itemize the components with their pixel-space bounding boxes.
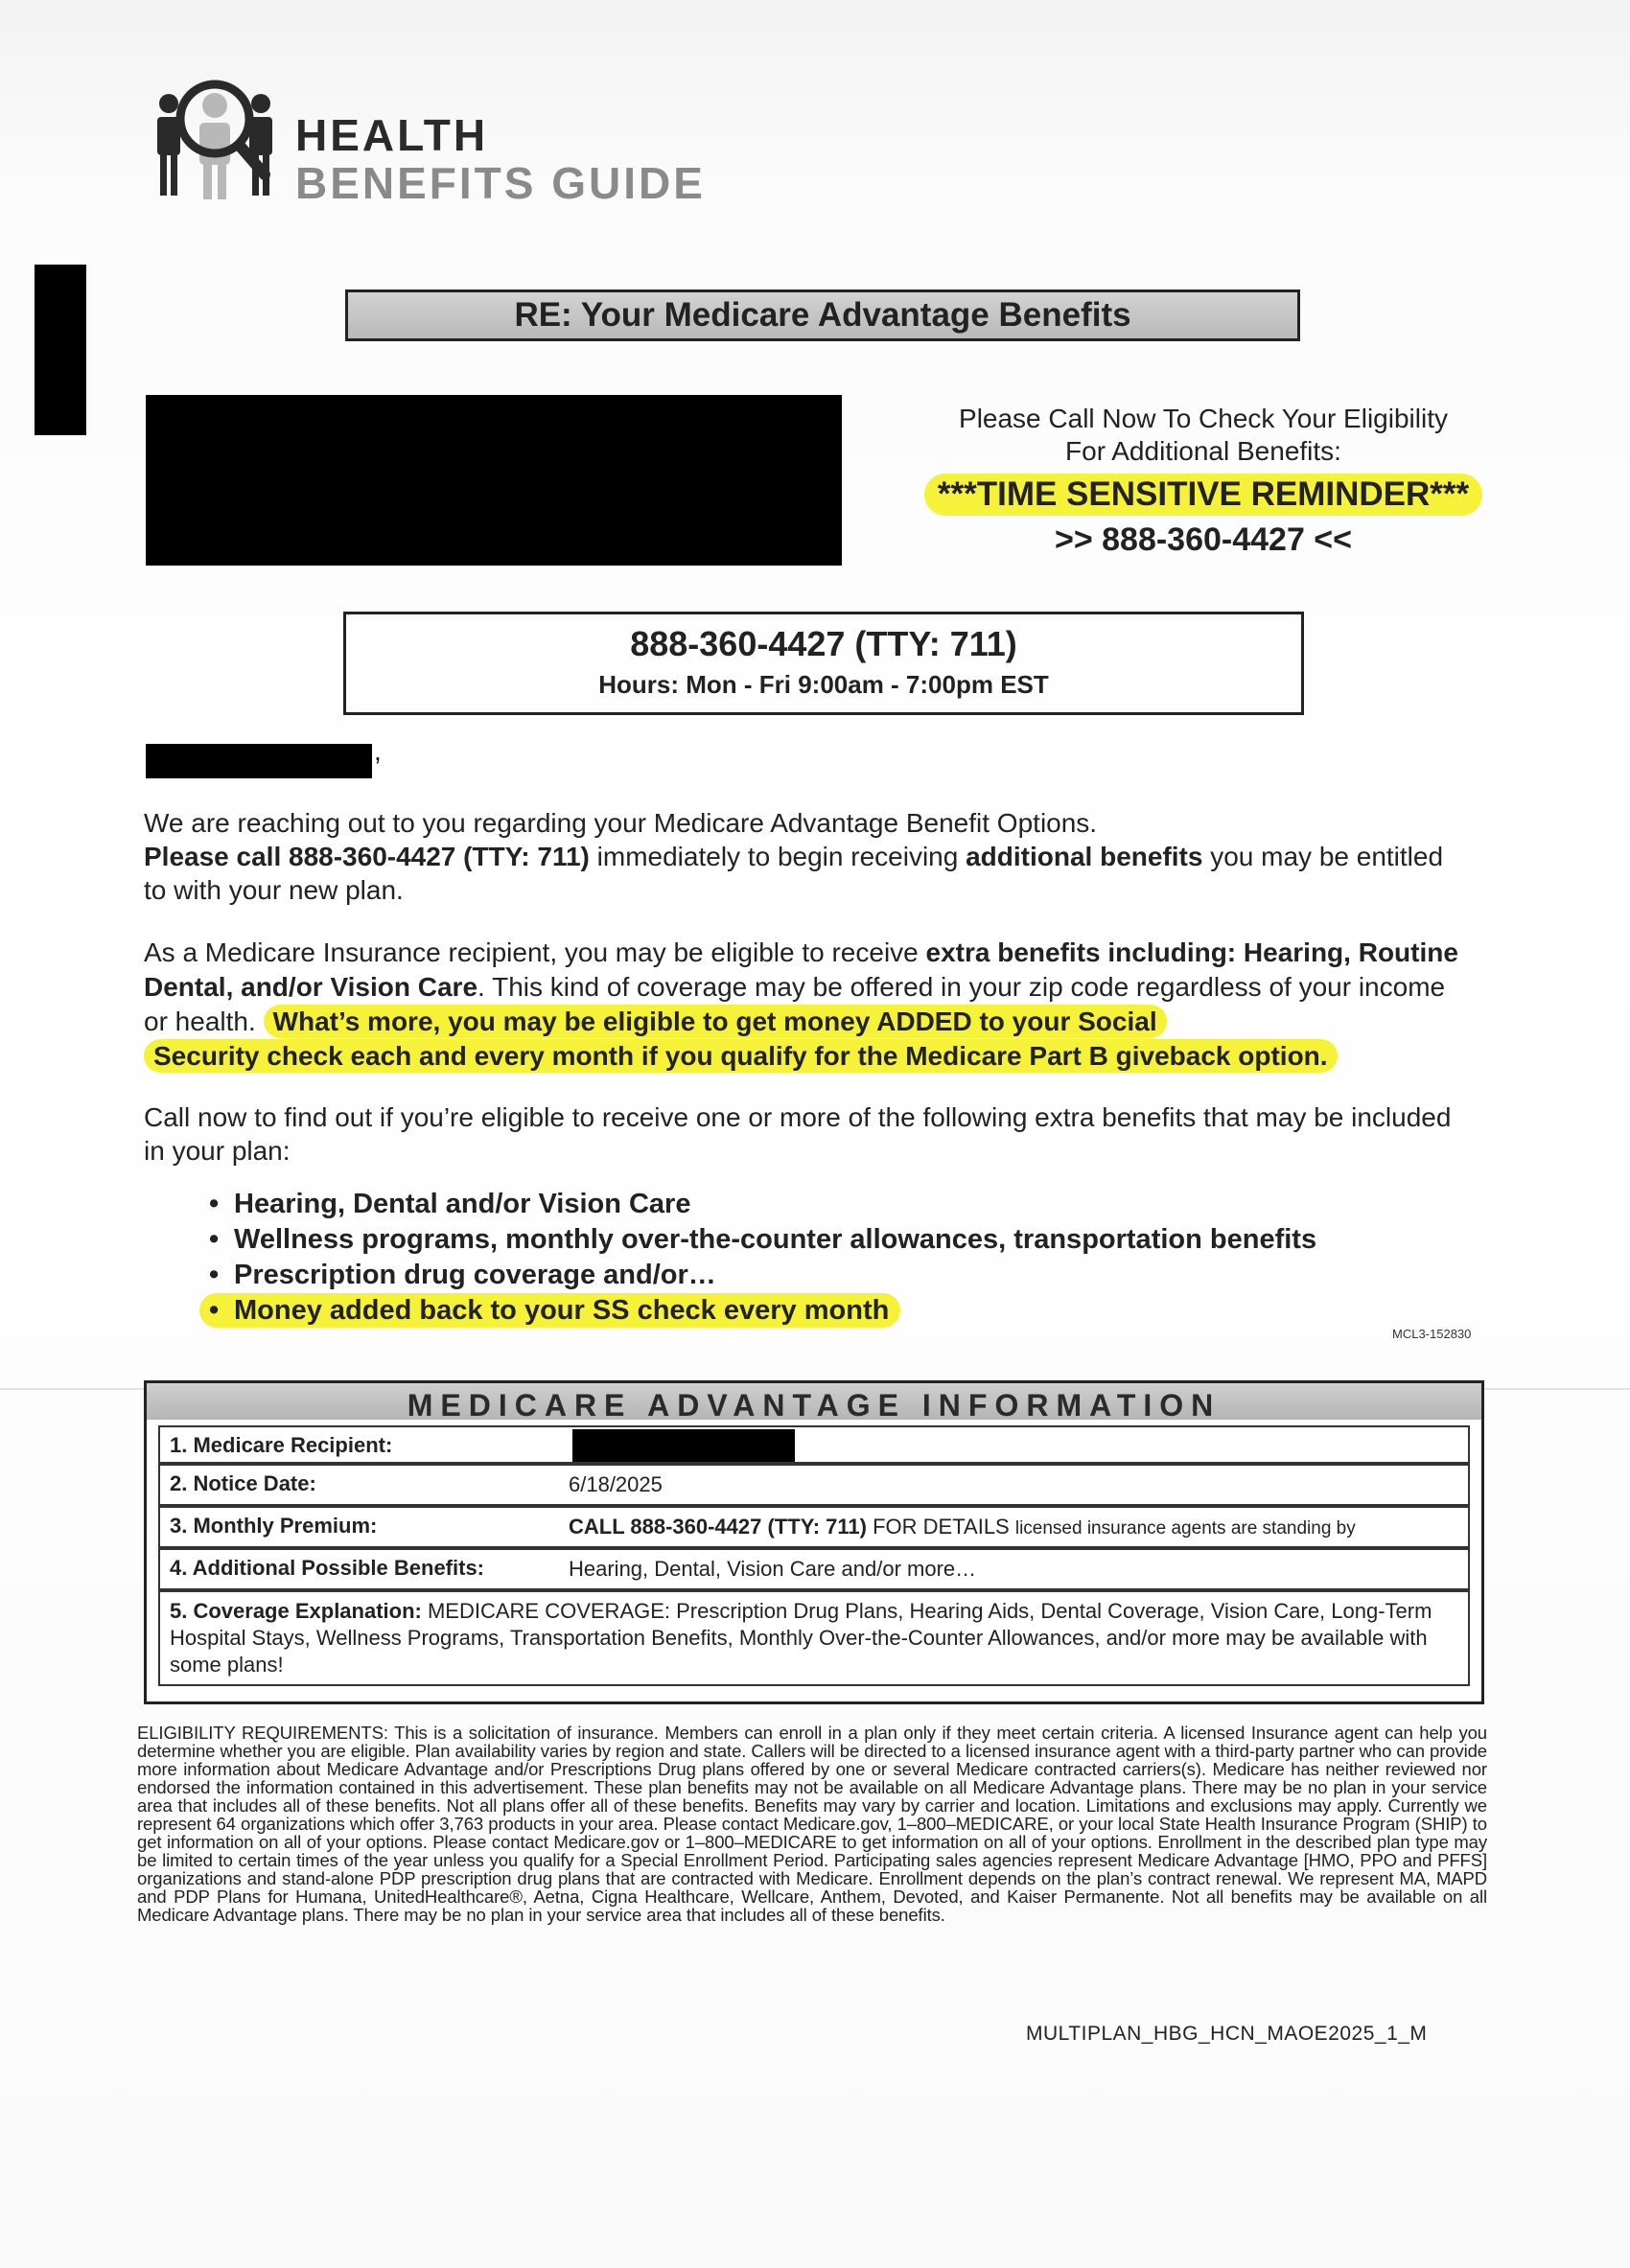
table-row <box>158 1464 1470 1506</box>
mailing-code: MCL3-152830 <box>1392 1327 1472 1341</box>
coverage-label: 5. Coverage Explanation: <box>170 1599 422 1623</box>
bullet-item: • Wellness programs, monthly over-the-counter allowances, transportation benefits <box>209 1224 1317 1255</box>
medicare-advantage-info-table <box>144 1380 1484 1704</box>
paragraph-extra-benefits <box>144 936 1467 1074</box>
table-row-coverage <box>158 1590 1470 1686</box>
bullet-item: • Prescription drug coverage and/or… <box>209 1260 716 1290</box>
additional-benefits-value: Hearing, Dental, Vision Care and/or more… <box>569 1557 977 1581</box>
row-label: 4. Additional Possible Benefits: <box>170 1556 485 1580</box>
premium-for-details: FOR DETAILS <box>867 1515 1015 1539</box>
health-benefits-guide-logo <box>151 75 727 209</box>
extra-rest: . This kind of coverage may be offered in your zip code regardless of your income or health. <box>144 972 1446 1036</box>
extra-lead: As a Medicare Insurance recipient, you may be eligible to receive <box>144 937 926 967</box>
people-magnifier-icon <box>151 75 286 204</box>
eligibility-fine-print: ELIGIBILITY REQUIREMENTS: This is a solicitation of insurance. Members can enroll in a plan only if they meet certain criteria. A licensed Insurance agent can help you determine whether you are eligible. Plan availability varies by region and state. Callers will be directed to a licensed insurance agent with a third-party partner who can provide more information about Medicare Advantage and/or Prescriptions Drug plans offered by one or several Medicare contracted carriers(s). Medicare has neither reviewed nor endorsed the information contained in this advertisement. These plan benefits may not be available on all Medicare Advantage plans. There may be no plan in your service area that includes all of these benefits. Not all plans offer all of these benefits. Benefits may vary by carrier and location. Limitations and exclusions may apply. Currently we represent 64 organizations which offer 3,763 products in your area. Please contact Medicare.gov, 1–800–MEDICARE, or your local State Health Insurance Program (SHIP) to get information on all of your options. Please contact Medicare.gov or 1–800–MEDICARE to get information on all of your options. Enrollment in the described plan type may be limited to certain times of the year unless you qualify for a Special Enrollment Period. Participating sales agencies represent Medicare Advantage [HMO, PPO and PFFS] organizations and stand-alone PDP prescription drug plans that are contracted with Medicare. Enrollment depends on the plan’s contract renewal. We represent MA, MAPD and PDP Plans for Humana, UnitedHealthcare®, Aetna, Cigna Healthcare, Wellcare, Anthem, Devoted, and Kaiser Permanente. Not all benefits may be available on all Medicare Advantage plans. There may be no plan in your service area that includes all of these benefits. <box>137 1723 1487 1925</box>
phone-number: 888-360-4427 (TTY: 711) <box>630 624 1017 663</box>
row-label: 1. Medicare Recipient: <box>170 1433 393 1457</box>
salutation-comma: , <box>374 736 382 766</box>
intro-mid-text: immediately to begin receiving <box>589 842 966 871</box>
footer-document-code: MULTIPLAN_HBG_HCN_MAOE2025_1_M <box>1026 2023 1428 2045</box>
intro-line: We are reaching out to you regarding your Medicare Advantage Benefit Options. <box>144 808 1098 838</box>
call-now-callout <box>863 403 1544 559</box>
re-subject-banner <box>345 289 1300 341</box>
table-row <box>158 1506 1470 1548</box>
coverage-text: MEDICARE COVERAGE: Prescription Drug Plans, Hearing Aids, Dental Coverage, Vision Care, Long-Term Hospital Stays, Wellness Programs, Transportation Benefits, Monthly Over-the-Counter Allowances, and/or more may be available with some plans! <box>170 1599 1432 1677</box>
monthly-premium-value <box>569 1515 1356 1539</box>
call-now-text: Call now to find out if you’re eligible to receive one or more of the following extra benefits that may be included in your plan: <box>144 1102 1452 1166</box>
office-hours: Hours: Mon - Fri 9:00am - 7:00pm EST <box>598 670 1049 699</box>
time-sensitive-reminder: ***TIME SENSITIVE REMINDER*** <box>924 474 1482 516</box>
extra-benefits-text <box>144 936 1467 1074</box>
paragraph-intro <box>144 806 1467 907</box>
extra-bold-benefits: extra benefits including: Hearing, Routine Dental, and/or Vision Care <box>144 937 1458 1002</box>
paragraph-call-now <box>144 1100 1467 1168</box>
premium-agents-standing-by: licensed insurance agents are standing by <box>1014 1518 1356 1539</box>
table-row <box>158 1425 1470 1464</box>
premium-call-phone: CALL 888-360-4427 (TTY: 711) <box>569 1515 867 1539</box>
bullet-text: Hearing, Dental and/or Vision Care <box>234 1189 691 1219</box>
bullet-text: Wellness programs, monthly over-the-counter allowances, transportation benefits <box>234 1224 1317 1255</box>
giveback-highlight-1: What’s more, you may be eligible to get money ADDED to your Social <box>264 1005 1167 1038</box>
benefits-bullet-list <box>209 1187 1316 1329</box>
intro-additional-benefits: additional benefits <box>966 842 1203 871</box>
table-header: MEDICARE ADVANTAGE INFORMATION <box>147 1383 1481 1420</box>
callout-line-1: Please Call Now To Check Your Eligibility <box>959 404 1448 433</box>
redaction-margin-mark <box>35 265 86 435</box>
logo-text-health: HEALTH <box>295 110 489 160</box>
notice-date-value: 6/18/2025 <box>569 1472 663 1496</box>
table-row <box>158 1548 1470 1590</box>
callout-line-2: For Additional Benefits: <box>1065 436 1341 466</box>
phone-hours-box <box>343 612 1304 715</box>
intro-call-line <box>144 840 1467 907</box>
callout-phone: >> 888-360-4427 << <box>1054 521 1353 558</box>
intro-tail-text: you may be entitled to with your new plan. <box>144 842 1444 905</box>
bullet-text: Prescription drug coverage and/or… <box>234 1260 716 1290</box>
redaction-recipient-name <box>146 744 372 778</box>
logo-text-benefits-guide: BENEFITS GUIDE <box>295 158 706 208</box>
re-subject-title: RE: Your Medicare Advantage Benefits <box>514 296 1131 334</box>
redaction-recipient-value <box>572 1429 795 1462</box>
redaction-address-block <box>146 395 842 566</box>
intro-call-phone: Please call 888-360-4427 (TTY: 711) <box>144 842 590 871</box>
row-label: 2. Notice Date: <box>170 1471 316 1495</box>
row-label: 3. Monthly Premium: <box>170 1514 378 1538</box>
bullet-item: • Money added back to your SS check every month <box>209 1293 1316 1329</box>
giveback-highlight-2: Security check each and every month if you qualify for the Medicare Part B giveback option. <box>144 1039 1338 1073</box>
bullet-text-highlighted: Money added back to your SS check every month <box>234 1295 890 1326</box>
bullet-item: • Hearing, Dental and/or Vision Care <box>209 1189 691 1219</box>
